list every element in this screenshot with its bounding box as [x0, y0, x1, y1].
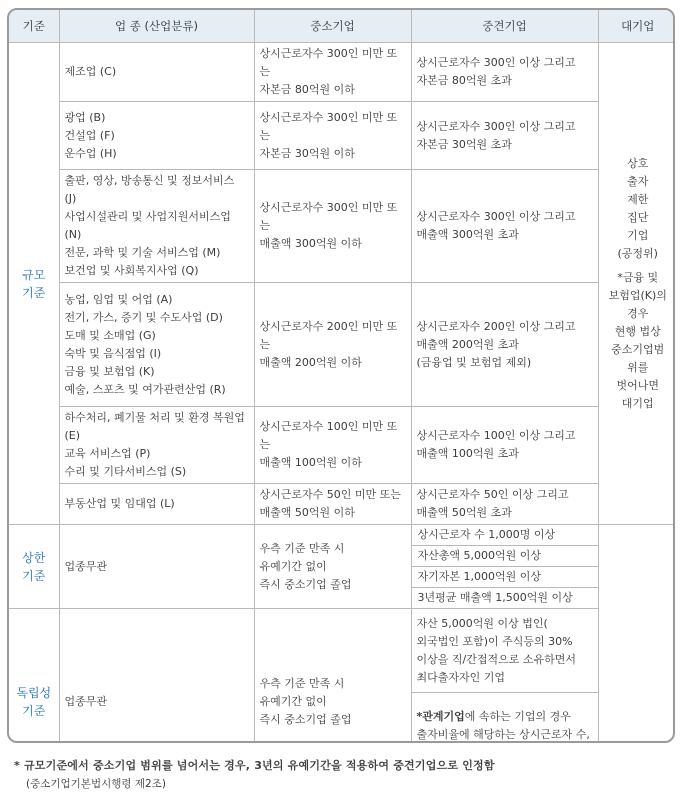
sme-criteria-cell: 상시근로자수 100인 미만 또는 매출액 100억원 이하 — [254, 407, 411, 484]
indep-criteria-label: 독립성 기준 — [9, 609, 59, 744]
industry-cell: 부동산업 및 임대업 (L) — [59, 484, 254, 525]
industry-cell: 광업 (B) 건설업 (F) 운수업 (H) — [59, 102, 254, 170]
scale-row-6 — [9, 484, 675, 525]
large-enterprise-empty-cell — [598, 525, 675, 744]
cap-criteria-label: 상한 기준 — [9, 525, 59, 609]
header-criteria: 기준 — [9, 10, 59, 43]
sme-criteria-cell: 상시근로자수 300인 미만 또는 매출액 300억원 이하 — [254, 170, 411, 283]
industry-cell: 농업, 임업 및 어업 (A) 전기, 가스, 증기 및 수도사업 (D) 도매 및 소매업 (G) 숙박 및 음식점업 (I) 금융 및 보험업 (K) 예술, 스포츠 및 여가관련산업 (R) — [59, 283, 254, 407]
indep-mid-ownership: 자산 5,000억원 이상 법인( 외국법인 포함)이 주식등의 30% 이상을 직/간접적으로 소유하면서 최다출자자인 기업 — [411, 609, 598, 693]
header-sme: 중소기업 — [254, 10, 411, 43]
mid-sized-criteria-cell: 상시근로자수 300인 이상 그리고 자본금 80억원 초과 — [411, 43, 598, 102]
indep-sme-cell: 우측 기준 만족 시 유예기간 없이 즉시 중소기업 졸업 — [254, 609, 411, 744]
cap-row-1 — [9, 525, 675, 546]
mid-sized-criteria-cell: 상시근로자수 100인 이상 그리고 매출액 100억원 초과 — [411, 407, 598, 484]
sme-criteria-table-frame — [7, 8, 675, 743]
footnote-main: * 규모기준에서 중소기업 범위를 넘어서는 경우, 3년의 유예기간을 적용하여 중견기업으로 인정함 — [14, 759, 495, 772]
cap-industry-cell: 업종무관 — [59, 525, 254, 609]
scale-row-1 — [9, 43, 675, 102]
sme-criteria-cell: 상시근로자수 50인 미만 또는 매출액 50억원 이하 — [254, 484, 411, 525]
scale-row-4 — [9, 283, 675, 407]
sme-criteria-cell: 상시근로자수 200인 미만 또는 매출액 200억원 이하 — [254, 283, 411, 407]
sme-criteria-cell: 상시근로자수 300인 미만 또는 자본금 80억원 이하 — [254, 43, 411, 102]
cap-mid-equity: 자기자본 1,000억원 이상 — [411, 567, 598, 588]
scale-row-3 — [9, 170, 675, 283]
mid-sized-criteria-cell: 상시근로자수 200인 이상 그리고 매출액 200억원 초과 (금융업 및 보험업 제외) — [411, 283, 598, 407]
mid-sized-criteria-cell: 상시근로자수 300인 이상 그리고 자본금 30억원 초과 — [411, 102, 598, 170]
sme-criteria-table — [9, 10, 675, 743]
scale-row-2 — [9, 102, 675, 170]
industry-cell: 하수처리, 폐기물 처리 및 환경 복원업 (E) 교육 서비스업 (P) 수리 및 기타서비스업 (S) — [59, 407, 254, 484]
header-industry: 업 종 (산업분류) — [59, 10, 254, 43]
indep-industry-cell: 업종무관 — [59, 609, 254, 744]
cap-mid-employees: 상시근로자 수 1,000명 이상 — [411, 525, 598, 546]
header-row — [9, 10, 675, 43]
header-mid-sized: 중견기업 — [411, 10, 598, 43]
affiliate-term: *관계기업 — [416, 710, 465, 724]
sme-criteria-cell: 상시근로자수 300인 미만 또는 자본금 30억원 이하 — [254, 102, 411, 170]
scale-criteria-label: 규모 기준 — [9, 43, 59, 525]
large-enterprise-cell: 상호 출자 제한 집단 기업 (공정위) *금융 및 보험업(K)의 경우 현행 법상 중소기업범 위를 벗어나면 대기업 — [598, 43, 675, 525]
indep-row-1 — [9, 609, 675, 693]
cap-mid-sales: 3년평균 매출액 1,500억원 이상 — [411, 588, 598, 609]
mid-sized-criteria-cell: 상시근로자수 50인 이상 그리고 매출액 50억원 초과 — [411, 484, 598, 525]
footnote-source: (중소기업기본법시행령 제2조) — [26, 778, 166, 790]
cap-sme-cell: 우측 기준 만족 시 유예기간 없이 즉시 중소기업 졸업 — [254, 525, 411, 609]
mid-sized-criteria-cell: 상시근로자수 300인 이상 그리고 매출액 300억원 초과 — [411, 170, 598, 283]
indep-mid-affiliate: *관계기업에 속하는 기업의 경우 출자비율에 해당하는 상시근로자 수, — [411, 693, 598, 744]
industry-cell: 출판, 영상, 방송통신 및 정보서비스 (J) 사업시설관리 및 사업지원서비스업 (N) 전문, 과학 및 기술 서비스업 (M) 보건업 및 사회복지사업 (Q) — [59, 170, 254, 283]
scale-row-5 — [9, 407, 675, 484]
cap-mid-assets: 자산총액 5,000억원 이상 — [411, 546, 598, 567]
industry-cell: 제조업 (C) — [59, 43, 254, 102]
header-large: 대기업 — [598, 10, 675, 43]
footnote — [14, 757, 674, 793]
